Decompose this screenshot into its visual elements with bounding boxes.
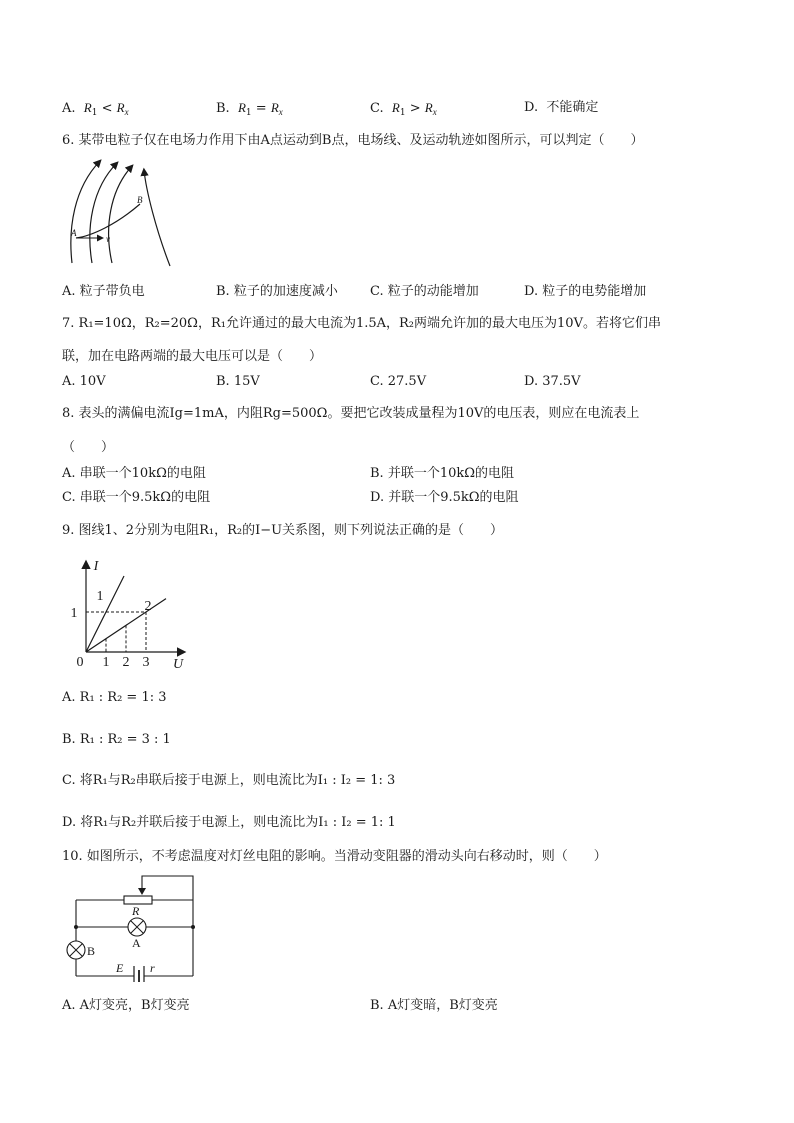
label-lamp-a: A — [132, 936, 141, 950]
rheostat — [124, 896, 152, 904]
label-emf: E — [116, 961, 124, 975]
lamp-a — [128, 918, 146, 936]
q7-stem-line2: 联，加在电路两端的最大电压可以是（ ） — [62, 349, 323, 364]
q9-stem: 9. 图线1、2分别为电阻R₁，R₂的I−U关系图，则下列说法正确的是（ ） — [62, 523, 504, 538]
q8-option-b: B. 并联一个10kΩ的电阻 — [370, 466, 515, 481]
q8-option-d: D. 并联一个9.5kΩ的电阻 — [370, 490, 519, 505]
q9-option-c: C. 将R₁与R₂串联后接于电源上，则电流比为I₁ : I₂ = 1: 3 — [62, 773, 396, 788]
q6-field-figure — [62, 158, 172, 270]
x-tick-0: 0 — [76, 655, 84, 670]
q9-iu-graph — [62, 556, 192, 670]
axis-label-u: U — [172, 657, 184, 670]
q6-option-a: A. 粒子带负电 — [62, 284, 145, 299]
y-tick-1: 1 — [70, 606, 78, 621]
q8-stem-line1: 8. 表头的满偏电流Ig=1mA，内阻Rg=500Ω。要把它改装成量程为10V的电压表，则应在电流表上 — [62, 406, 640, 421]
q8-option-a: A. 串联一个10kΩ的电阻 — [62, 466, 206, 481]
q6-option-d: D. 粒子的电势能增加 — [524, 284, 647, 299]
q6-option-c: C. 粒子的动能增加 — [370, 284, 479, 299]
q7-option-c: C. 27.5V — [370, 374, 427, 389]
q5-option-c: C. $R_1 > R_x$ — [370, 100, 437, 118]
q9-option-b: B. R₁ : R₂ = 3 : 1 — [62, 732, 171, 747]
q7-stem-line1: 7. R₁=10Ω，R₂=20Ω，R₁允许通过的最大电流为1.5A，R₂两端允许加的最大电压为10V。若将它们串 — [62, 316, 661, 331]
axis-label-i: I — [93, 559, 99, 574]
field-line-2 — [90, 163, 117, 263]
field-line-3 — [109, 166, 132, 263]
label-a: A — [71, 228, 77, 238]
line-2-label: 2 — [144, 599, 152, 614]
q6-option-b: B. 粒子的加速度减小 — [216, 284, 338, 299]
line-2 — [86, 599, 166, 652]
q10-circuit — [62, 870, 202, 982]
field-line-4 — [144, 170, 170, 266]
q7-option-d: D. 37.5V — [524, 374, 581, 389]
q5-option-a: A. $R_1 < R_x$ — [62, 100, 129, 118]
line-1 — [86, 576, 124, 652]
label-internal-r: r — [150, 961, 155, 975]
line-1-label: 1 — [96, 589, 104, 604]
q10-option-b: B. A灯变暗，B灯变亮 — [370, 998, 498, 1013]
q7-option-b: B. 15V — [216, 374, 260, 389]
x-tick-1: 1 — [102, 655, 110, 670]
q5-option-d: D. 不能确定 — [524, 100, 599, 115]
q10-option-a: A. A灯变亮，B灯变亮 — [62, 998, 190, 1013]
label-rheostat: R — [132, 904, 140, 918]
field-line-1 — [71, 161, 100, 263]
label-b: B — [137, 195, 143, 205]
x-tick-3: 3 — [142, 655, 150, 670]
q7-option-a: A. 10V — [62, 374, 106, 389]
q8-stem-line2: （ ） — [62, 440, 115, 455]
q9-option-a: A. R₁ : R₂ = 1: 3 — [62, 690, 167, 705]
q10-stem: 10. 如图所示，不考虑温度对灯丝电阻的影响。当滑动变阻器的滑动头向右移动时，则（ ） — [62, 849, 607, 864]
q8-option-c: C. 串联一个9.5kΩ的电阻 — [62, 490, 211, 505]
q5-option-b: B. $R_1 = R_x$ — [216, 100, 283, 118]
q9-option-d: D. 将R₁与R₂并联后接于电源上，则电流比为I₁ : I₂ = 1: 1 — [62, 815, 396, 830]
lamp-b — [67, 941, 85, 959]
q6-stem: 6. 某带电粒子仅在电场力作用下由A点运动到B点，电场线、及运动轨迹如图所示，可以判定（ ） — [62, 133, 644, 148]
label-v: v — [106, 234, 110, 244]
battery — [134, 966, 144, 982]
x-tick-2: 2 — [122, 655, 130, 670]
label-lamp-b: B — [87, 944, 96, 958]
